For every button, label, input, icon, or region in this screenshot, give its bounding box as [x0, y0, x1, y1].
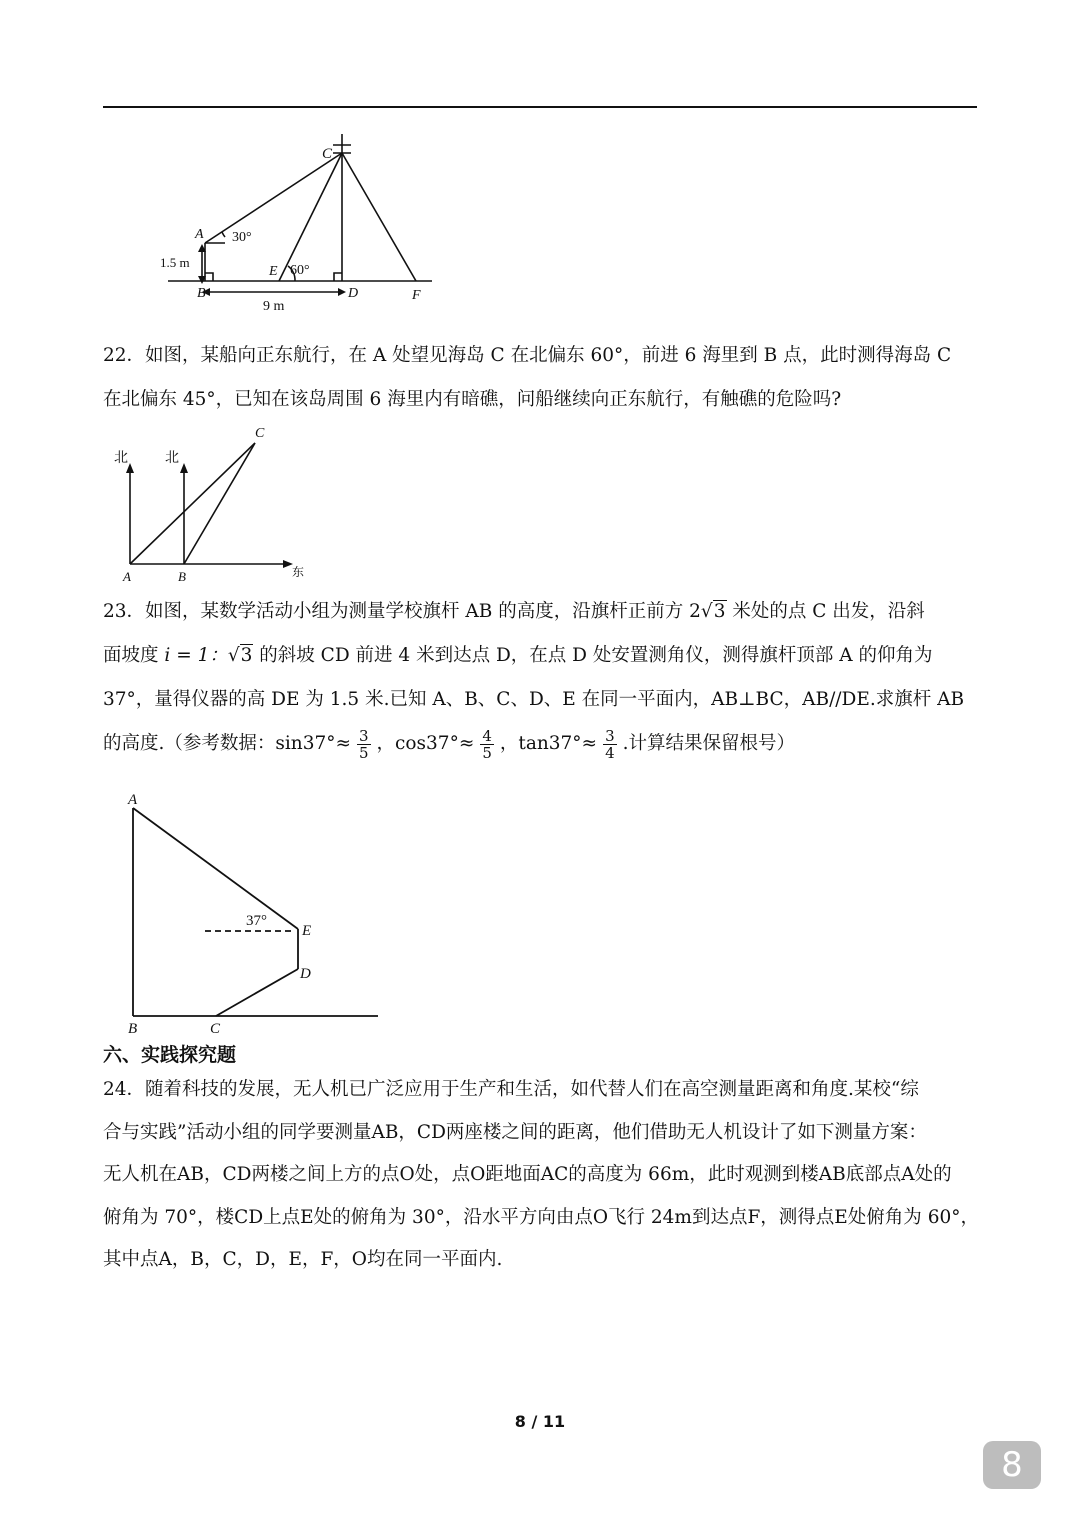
q24-line-4: 俯角为 70°，楼CD上点E处的俯角为 30°，沿水平方向由点O飞行 24m到达点F，测得点E处俯角为 60°，	[103, 1206, 979, 1228]
fig1-height: 1.5 m	[160, 255, 190, 270]
q24-line-1: 24．随着科技的发展，无人机已广泛应用于生产和生活，如代替人们在高空测量距离和角度.某校“综	[103, 1079, 919, 1100]
fig1-distance: 9 m	[263, 299, 285, 314]
fig2-north-a: 北	[114, 451, 128, 466]
q22-line-1: 22．如图，某船向正东航行，在 A 处望见海岛 C 在北偏东 60°，前进 6 海里到 B 点，此时测得海岛 C	[103, 345, 952, 366]
question-23	[103, 590, 978, 766]
fig3-label-e: E	[302, 923, 312, 939]
fig1-label-c: C	[322, 146, 333, 162]
frac-cos: $\frac{4}{5}$	[482, 726, 492, 762]
page-badge[interactable]: 8	[983, 1441, 1041, 1489]
q22-line-2: 在北偏东 45°，已知在该岛周围 6 海里内有暗礁，问船继续向正东航行，有触礁的危险吗?	[103, 389, 842, 410]
fig3-label-a: A	[128, 792, 138, 808]
fig2-label-a: A	[123, 569, 131, 584]
figure-angle-elevation	[150, 128, 450, 318]
q23-line-1: 23．如图，某数学活动小组为测量学校旗杆 AB 的高度，沿旗杆正前方 2√3 米处的点 C 出发，沿斜	[103, 601, 925, 622]
q24-line-5: 其中点A，B，C，D，E，F，O均在同一平面内.	[103, 1249, 503, 1270]
frac-tan: $\frac{3}{4}$	[605, 726, 615, 762]
fig1-angle-e: 60°	[290, 263, 310, 278]
figure-ship-bearing	[105, 425, 315, 585]
header-rule	[103, 106, 977, 108]
fig1-label-f: F	[412, 288, 421, 303]
fig3-label-c: C	[210, 1021, 221, 1037]
q23-line-3: 37°，量得仪器的高 DE 为 1.5 米.已知 A、B、C、D、E 在同一平面内，AB⊥BC，AB//DE.求旗杆 AB	[103, 689, 965, 710]
fig2-label-b: B	[178, 569, 186, 584]
frac-sin: $\frac{3}{5}$	[359, 726, 369, 762]
figure-flagpole-slope	[120, 785, 390, 1040]
fig3-label-b: B	[128, 1021, 138, 1037]
fig1-label-b: B	[197, 286, 206, 301]
q23-line-4: 的高度.（参考数据：sin37°≈ $\frac{3}{5}$ ，cos37°≈ $\frac{4}{5}$ ，tan37°≈ $\frac{3}{4}$ .计算结果保留根号）	[103, 726, 795, 762]
fig2-east: 东	[292, 565, 305, 579]
q24-line-3: 无人机在AB，CD两楼之间上方的点O处，点O距地面AC的高度为 66m，此时观测到楼AB底部点A处的	[103, 1164, 952, 1185]
fig1-label-a: A	[195, 227, 204, 242]
fig3-label-d: D	[300, 966, 311, 982]
fig1-label-d: D	[348, 286, 359, 301]
fig2-label-c: C	[255, 426, 265, 441]
question-22	[103, 334, 978, 422]
fig2-north-b: 北	[165, 451, 179, 466]
fig1-angle-a: 30°	[232, 230, 252, 245]
section-heading: 六、实践探究题	[103, 1044, 237, 1066]
fig3-angle: 37°	[246, 913, 267, 929]
q23-line-2: 面坡度 i = 1：√3 的斜坡 CD 前进 4 米到达点 D，在点 D 处安置测角仪，测得旗杆顶部 A 的仰角为	[103, 645, 933, 666]
q24-line-2: 合与实践”活动小组的同学要测量AB，CD两座楼之间的距离，他们借助无人机设计了如下测量方案：	[103, 1121, 927, 1143]
question-24	[103, 1069, 978, 1282]
page-number: 8 / 11	[514, 1412, 566, 1431]
fig1-label-e: E	[269, 264, 278, 279]
